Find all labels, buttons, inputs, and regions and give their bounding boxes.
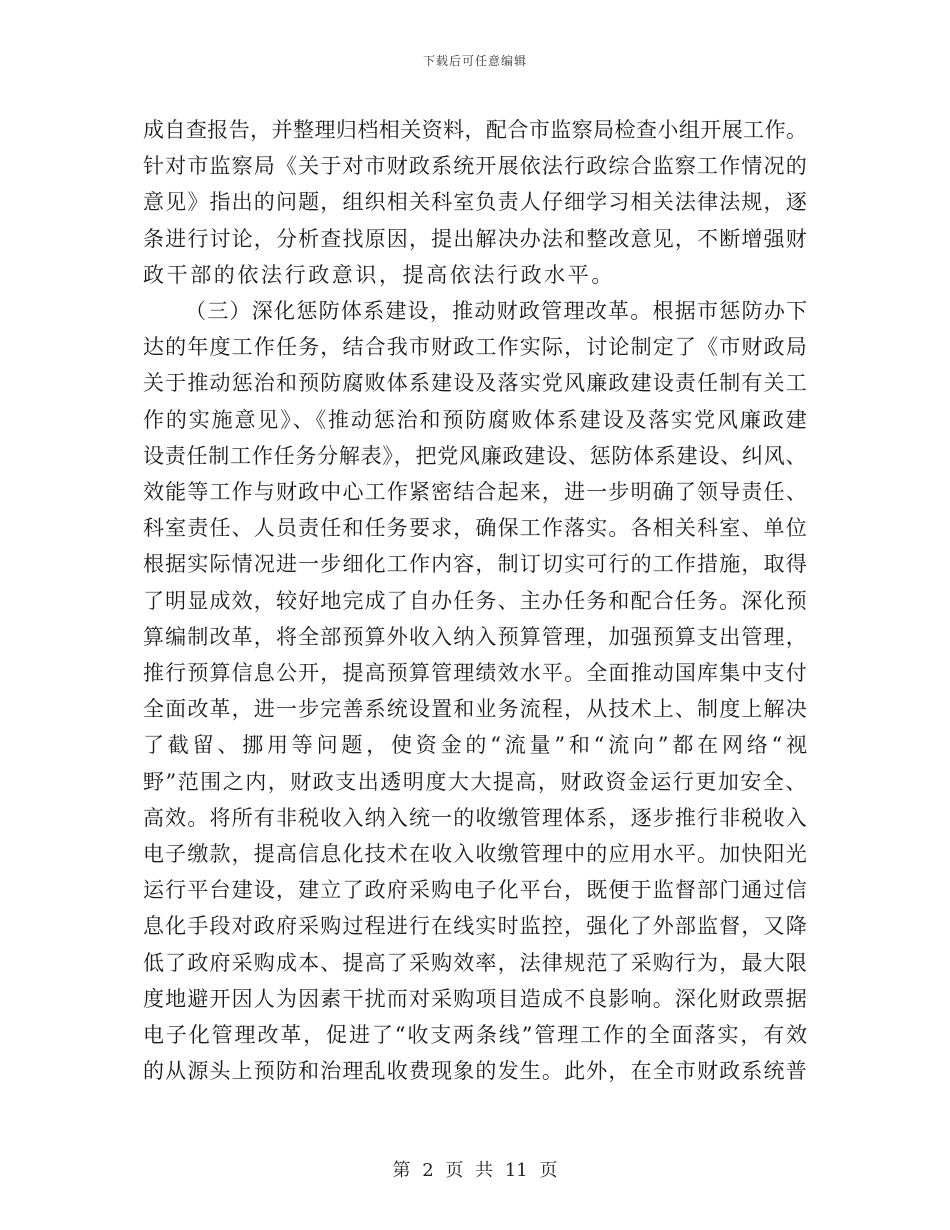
text-line: 了截留、挪用等问题，使资金的“流量”和“流向”都在网络“视 [143,733,811,758]
text-line: 针对市监察局《关于对市财政系统开展依法行政综合监察工作情况的 [143,154,808,179]
text-line: 了明显成效，较好地完成了自办任务、主办任务和配合任务。深化预 [143,588,808,613]
text-line: 推行预算信息公开，提高预算管理绩效水平。全面推动国库集中支付 [143,661,808,685]
text-line: 低了政府采购成本、提高了采购效率，法律规范了采购行为，最大限 [143,950,808,975]
page-header-note: 下载后可任意编辑 [422,54,527,68]
page-number: 第 2 页 共 11 页 [392,1160,558,1181]
text-line: 根据实际情况进一步细化工作内容，制订切实可行的工作措施，取得 [143,552,808,577]
text-line: 意见》指出的问题，组织相关科室负责人仔细学习相关法律法规，逐 [143,190,808,215]
text-line: 科室责任、人员责任和任务要求，确保工作落实。各相关科室、单位 [143,516,808,541]
text-line: 条进行讨论，分析查找原因，提出解决办法和整改意见，不断增强财 [143,226,808,251]
text-line: 息化手段对政府采购过程进行在线实时监控，强化了外部监督，又降 [143,914,808,939]
text-line: 电子缴款，提高信息化技术在收入收缴管理中的应用水平。加快阳光 [143,842,808,866]
text-line: 作的实施意见》、《推动惩治和预防腐败体系建设及落实党风廉政建 [143,407,809,432]
text-line: 度地避开因人为因素干扰而对采购项目造成不良影响。深化财政票据 [143,986,808,1011]
text-line: 政干部的依法行政意识，提高依法行政水平。 [143,262,615,287]
text-line: 关于推动惩治和预防腐败体系建设及落实党风廉政建设责任制有关工 [143,371,808,396]
text-line: 高效。将所有非税收入纳入统一的收缴管理体系，逐步推行非税收入 [143,805,808,830]
text-line: 运行平台建设，建立了政府采购电子化平台，既便于监督部门通过信 [143,878,808,903]
text-line: 野”范围之内，财政支出透明度大大提高，财政资金运行更加安全、 [143,769,808,794]
text-line: 成自查报告，并整理归档相关资料，配合市监察局检查小组开展工作。 [143,118,808,142]
text-line: （三）深化惩防体系建设，推动财政管理改革。根据市惩防办下 [185,299,809,323]
text-line: 算编制改革，将全部预算外收入纳入预算管理，加强预算支出管理， [143,624,808,649]
text-line: 的从源头上预防和治理乱收费现象的发生。此外，在全市财政系统普 [143,1059,808,1084]
text-line: 全面改革，进一步完善系统设置和业务流程，从技术上、制度上解决 [143,697,808,722]
text-line: 达的年度工作任务，结合我市财政工作实际，讨论制定了《市财政局 [143,335,808,360]
text-line: 设责任制工作任务分解表》，把党风廉政建设、惩防体系建设、纠风、 [143,443,808,468]
text-line: 电子化管理改革，促进了“收支两条线”管理工作的全面落实，有效 [143,1023,810,1047]
text-line: 效能等工作与财政中心工作紧密结合起来，进一步明确了领导责任、 [143,480,808,504]
